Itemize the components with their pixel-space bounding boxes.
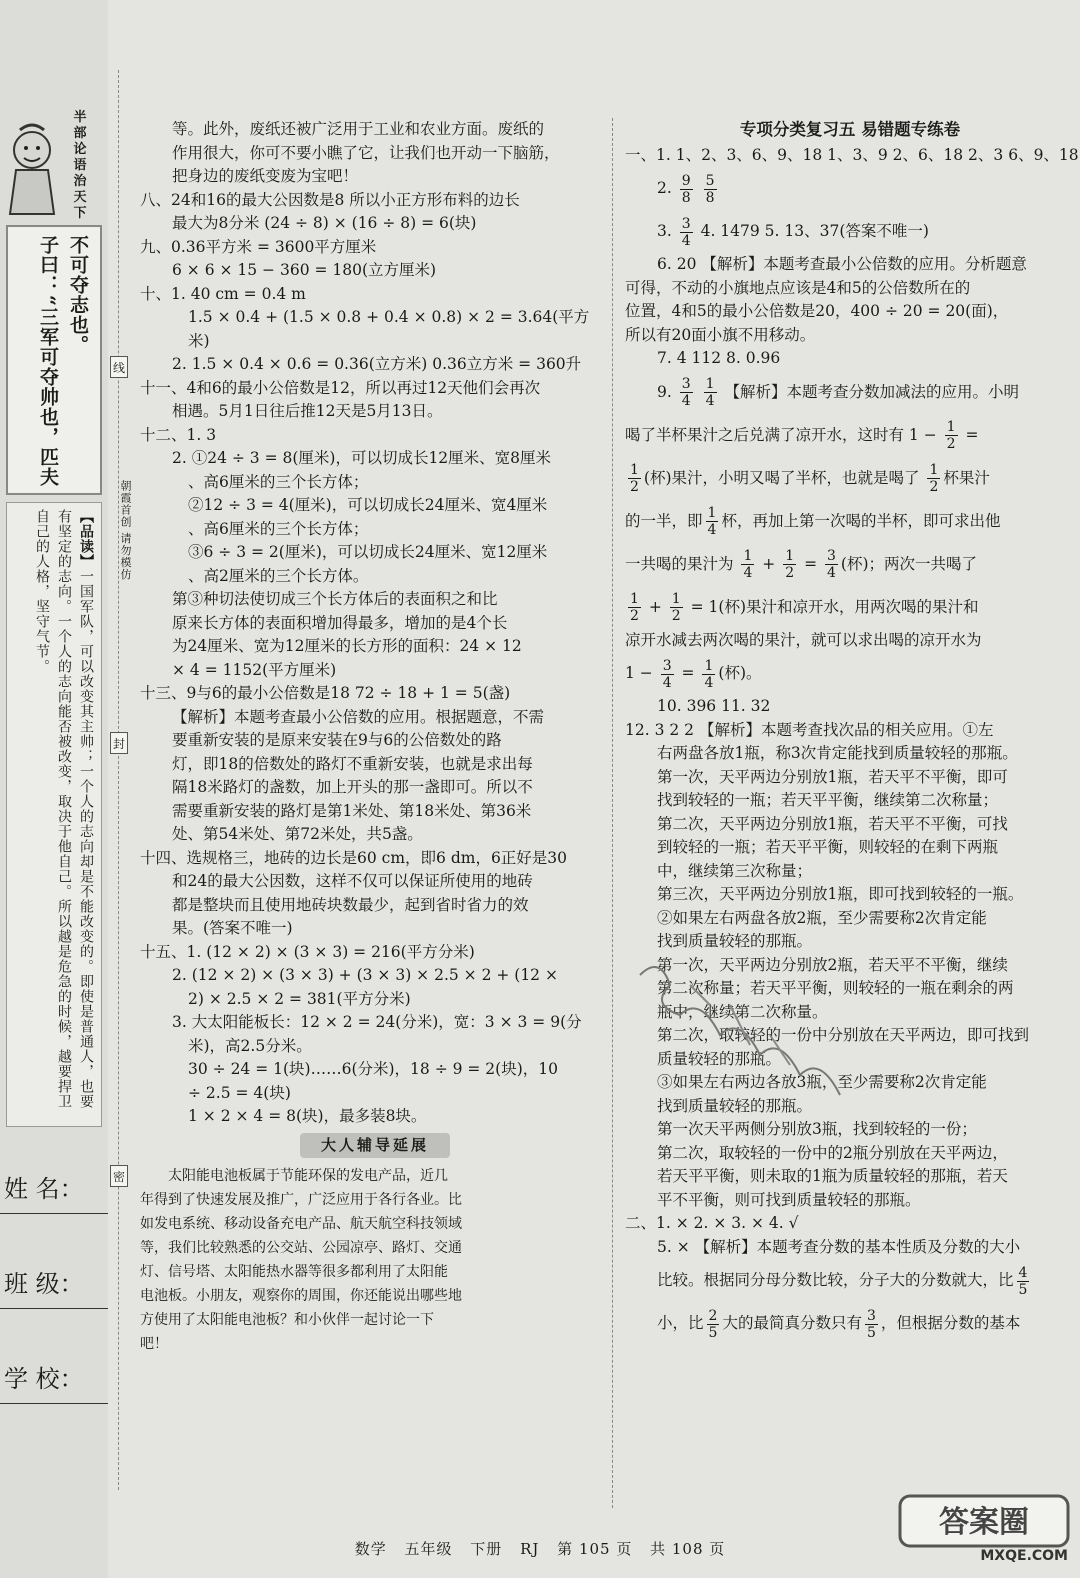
answer-line: 的一半，即 $\frac{1}{4}$ 杯，再加上第一次喝的半杯，即可求出他 [625, 505, 1001, 538]
answer-line: 原来长方体的表面积增加得最多，增加的是4个长 [172, 613, 508, 632]
answer-line: 12. 3 2 2 【解析】本题考查找次品的相关应用。①左 [625, 720, 994, 739]
motto-char: 论 [73, 142, 87, 157]
answer-line: 5. × 【解析】本题考查分数的基本性质及分数的大小 [657, 1237, 1021, 1256]
answer-line: 第三次，天平两边分别放1瓶，即可找到较轻的一瓶。 [657, 885, 1024, 903]
answer-line: 瓶中，继续第二次称量。 [657, 1002, 828, 1021]
school-field[interactable]: 学 校： [0, 1350, 108, 1404]
answer-line: 右两盘各放1瓶，称3次肯定能找到质量较轻的那瓶。 [657, 744, 1018, 762]
answer-line: 1 × 2 × 4 = 8(块)，最多装8块。 [188, 1107, 427, 1125]
footer-term: 下册 [470, 1540, 503, 1558]
answer-line: 十四、选规格三，地砖的边长是60 cm，即6 dm，6正好是30 [140, 848, 568, 867]
extension-line: 吧！ [140, 1336, 168, 1352]
fraction: $\frac{1}{4}$ [705, 376, 715, 409]
answer-line: 、高6厘米的三个长方体； [188, 519, 369, 538]
answer-line: 质量较轻的那瓶。 [657, 1049, 782, 1068]
answer-line: 都是整块而且使用地砖块数最少，起到省时省力的效 [172, 895, 529, 914]
motto-char: 部 [73, 126, 87, 141]
fraction: $\frac{3}{4}$ [826, 548, 836, 581]
middle-answer-lines [140, 118, 595, 1129]
motto-char: 天 [73, 190, 87, 205]
answer-line: ÷ 2.5 = 4(块) [188, 1083, 291, 1102]
q3-label: 3. [657, 222, 672, 240]
fraction: $\frac{5}{8}$ [705, 172, 715, 206]
quote-box [6, 225, 102, 495]
answer-line: 米)，高2.5分米。 [188, 1036, 312, 1055]
column-divider [612, 118, 613, 1508]
cut-mark-seal: 封 [110, 732, 128, 754]
answer-line: 1.5 × 0.4 + (1.5 × 0.8 + 0.4 × 0.8) × 2 = 3.64(平方 [188, 308, 590, 326]
answer-line: 比较。根据同分母分数比较，分子大的分数就大，比 $\frac{4}{5}$ [657, 1264, 1028, 1298]
watermark-logo-text: 答案圈 [939, 1505, 1029, 1540]
footer-edition: RJ [520, 1540, 540, 1558]
fraction: $\frac{3}{4}$ [681, 376, 691, 409]
answer-line: 喝了半杯果汁之后兑满了凉开水，这时有 1 − $\frac{1}{2}$ = [625, 419, 979, 452]
answer-line: × 4 = 1152(平方厘米) [172, 660, 337, 679]
answer-line: 隔18米路灯的盏数，加上开头的那一盏即可。所以不 [172, 778, 533, 796]
comment-box [6, 502, 102, 1127]
extension-line: 等，我们比较熟悉的公交站、公园凉亭、路灯、交通 [140, 1240, 462, 1256]
answer-line: 所以有20面小旗不用移动。 [625, 325, 816, 344]
footer-grade: 五年级 [404, 1540, 453, 1558]
class-field[interactable]: 班 级： [0, 1255, 108, 1309]
answer-line: 10. 396 11. 32 [657, 697, 771, 715]
fraction: $\frac{1}{2}$ [630, 462, 639, 495]
answer-line: 处、第54米处、第72米处，共5盏。 [172, 825, 423, 843]
fraction: $\frac{1}{4}$ [743, 548, 753, 581]
extension-line: 太阳能电池板属于节能环保的发电产品，近几 [140, 1168, 448, 1184]
answer-line: 要重新安装的是原来安装在9与6的公倍数处的路 [172, 731, 502, 749]
extension-heading: 大人辅导延展 [300, 1133, 450, 1159]
watermark-site: MXQE.COM [980, 1548, 1068, 1564]
motto-tag [58, 110, 102, 221]
answer-line: 第一次，天平两边分别放1瓶，若天平不平衡，即可 [657, 767, 1008, 786]
footer-page: 第 105 页 [557, 1540, 633, 1558]
answer-line: 若天平平衡，则未取的1瓶为质量较轻的那瓶，若天 [657, 1167, 1008, 1185]
answer-line: 和24的最大公因数，这样不仅可以保证所使用的地砖 [172, 872, 533, 890]
right-column [625, 118, 1079, 1345]
answer-line: 位置，4和5的最小公倍数是20，400 ÷ 20 = 20(面)， [625, 302, 1009, 320]
answer-line: 相遇。5月1日往后推12天是5月13日。 [172, 402, 443, 420]
extension-line: 年得到了快速发展及推广，广泛应用于各行各业。比 [140, 1192, 462, 1208]
extension-line: 如发电系统、移动设备充电产品、航天航空科技领域 [140, 1216, 462, 1232]
fraction: $\frac{1}{2}$ [929, 462, 939, 495]
answer-line: 一、1. 1、2、3、6、9、18 1、3、9 2、6、18 2、3 6、9、18 [625, 145, 1079, 164]
extension-line: 方使用了太阳能电池板？和小伙伴一起讨论一下 [140, 1312, 434, 1328]
answer-line: 十一、4和6的最小公倍数是12，所以再过12天他们会再次 [140, 378, 541, 397]
answer-line: 十、1. 40 cm = 0.4 m [140, 284, 306, 303]
answer-line: 作用很大，你可不要小瞧了它，让我们也开动一下脑筋， [172, 143, 560, 162]
answer-line: 十三、9与6的最小公倍数是18 72 ÷ 18 + 1 = 5(盏) [140, 684, 511, 702]
answer-line: 2. (12 × 2) × (3 × 3) + (3 × 3) × 2.5 × 2 + (12 × [172, 966, 558, 984]
answer-line: $\frac{1}{2}$ (杯)果汁，小明又喝了半杯，也就是喝了 $\frac{1}{2}$ 杯果汁 [630, 462, 990, 495]
answer-line: 二、1. × 2. × 3. × 4. √ [625, 1214, 799, 1232]
extension-line: 电池板。小朋友，观察你的周围，你还能说出哪些地 [140, 1288, 462, 1304]
answer-line: ③6 ÷ 3 = 2(厘米)，可以切成长24厘米、宽12厘米 [188, 543, 548, 561]
answer-line: 十二、1. 3 [140, 425, 217, 444]
left-sidebar [0, 0, 108, 1578]
fraction: $\frac{1}{2}$ [671, 591, 681, 624]
fraction: $\frac{3}{4}$ [662, 657, 672, 691]
motto-char: 下 [73, 206, 87, 221]
answer-line: 第二次，天平两边分别放1瓶，若天平不平衡，可找 [657, 814, 1008, 833]
answer-line: 平不平衡，则可找到质量较轻的那瓶。 [657, 1190, 921, 1209]
motto-char: 治 [73, 174, 87, 189]
answer-line: 小，比 $\frac{2}{5}$ 大的最简真分数只有 $\frac{3}{5}$ ，但根据分数的基本 [657, 1307, 1021, 1341]
answer-line: 灯，即18的倍数处的路灯不重新安装，也就是求出每 [172, 754, 533, 773]
name-field[interactable]: 姓 名： [0, 1160, 108, 1214]
answer-line: 找到质量较轻的那瓶。 [657, 932, 813, 950]
motto-char: 半 [73, 110, 87, 125]
answer-line: 一共喝的果汁为 $\frac{1}{4}$ + $\frac{1}{2}$ = $\frac{3}{4}$ (杯)；两次一共喝了 [625, 548, 978, 581]
footer-subject: 数学 [354, 1540, 387, 1558]
answer-line: 、高6厘米的三个长方体； [188, 472, 369, 491]
answer-line: ②12 ÷ 3 = 4(厘米)，可以切成长24厘米、宽4厘米 [188, 496, 548, 514]
fraction: $\frac{1}{2}$ [630, 591, 639, 624]
answer-line: 2. ①24 ÷ 3 = 8(厘米)，可以切成长12厘米、宽8厘米 [172, 449, 552, 467]
answer-line: 2. 1.5 × 0.4 × 0.6 = 0.36(立方米) 0.36立方米 = 360升 [172, 355, 582, 373]
answer-line [625, 167, 1075, 210]
answer-line: 需要重新安装的路灯是第1米处、第18米处、第36米 [172, 801, 532, 820]
answer-line: 第二次称量；若天平平衡，则较轻的一瓶在剩余的两 [657, 979, 1014, 997]
answer-line: 最大为8分米 (24 ÷ 8) × (16 ÷ 8) = 6(块) [172, 214, 477, 232]
answer-line: 找到较轻的一瓶；若天平平衡，继续第二次称量； [657, 791, 999, 809]
answer-line [625, 210, 1075, 253]
footer-total: 共 108 页 [650, 1540, 726, 1558]
answer-line: 3. 大太阳能板长：12 × 2 = 24(分米)，宽：3 × 3 = 9(分 [172, 1013, 582, 1031]
comment-head: 【品读】 [78, 509, 94, 569]
answer-line: 【解析】本题考查最小公倍数的应用。根据题意，不需 [172, 707, 545, 726]
quote-text: 子曰：“三军可夺帅也，匹夫 [37, 235, 59, 487]
comment-text [31, 509, 97, 1121]
answer-line: $\frac{1}{2}$ + $\frac{1}{2}$ = 1(杯)果汁和凉开水，用两次喝的果汁和 [630, 591, 979, 624]
fraction: $\frac{1}{2}$ [785, 548, 795, 581]
answer-line: ②如果左右两盘各放2瓶，至少需要称2次肯定能 [657, 908, 987, 927]
fraction: $\frac{1}{2}$ [946, 419, 956, 452]
fraction: $\frac{3}{4}$ [681, 215, 691, 249]
answer-line: 30 ÷ 24 = 1(块)……6(分米)，18 ÷ 9 = 2(块)，10 [188, 1060, 558, 1078]
q2-label: 2. [657, 179, 672, 197]
side-caption: 朝霞首创 请勿模仿 [119, 480, 132, 581]
fraction: $\frac{1}{4}$ [707, 505, 717, 538]
fraction: $\frac{1}{4}$ [704, 657, 714, 691]
extension-line: 灯、信号塔、太阳能热水器等很多都利用了太阳能 [140, 1264, 448, 1280]
answer-line: 八、24和16的最大公因数是8 所以小正方形布料的边长 [140, 190, 520, 209]
q3-rest: 4. 1479 5. 13、37(答案不唯一) [700, 222, 929, 240]
answer-line: 可得，不动的小旗地点应该是4和5的公倍数所在的 [625, 278, 971, 297]
fraction: $\frac{9}{8}$ [681, 172, 691, 206]
pencil-scribble-icon [630, 955, 860, 1105]
answer-line: 1 − $\frac{3}{4}$ = $\frac{1}{4}$ (杯)。 [625, 657, 762, 691]
answer-line: 6 × 6 × 15 − 360 = 180(立方厘米) [172, 261, 437, 279]
answer-line: 第③种切法使切成三个长方体后的表面积之和比 [172, 590, 498, 608]
cut-mark-secret: 密 [110, 1165, 128, 1187]
fraction: $\frac{3}{5}$ [866, 1307, 876, 1341]
answer-line: 2) × 2.5 × 2 = 381(平方分米) [188, 989, 411, 1008]
fraction: $\frac{4}{5}$ [1018, 1264, 1028, 1298]
answer-line: 中，继续第三次称量； [657, 861, 813, 880]
answer-line: 十五、1. (12 × 2) × (3 × 3) = 216(平方分米) [140, 942, 475, 961]
quote-title: 不可夺志也。 [67, 235, 89, 355]
answer-line: 到较轻的一瓶；若天平平衡，则较轻的在剩下两瓶 [657, 838, 999, 856]
answer-line: 6. 20 【解析】本题考查最小公倍数的应用。分析题意 [657, 255, 1027, 273]
answer-line: 果。(答案不唯一) [172, 919, 293, 937]
answer-line: 把身边的废纸变废为宝吧！ [172, 167, 359, 185]
answer-line: 等。此外，废纸还被广泛用于工业和农业方面。废纸的 [172, 120, 545, 138]
answer-line: 第二次，取较轻的一份中分别放在天平两边，即可找到 [657, 1026, 1030, 1044]
answer-line: 第一次，天平两边分别放2瓶，若天平不平衡，继续 [657, 955, 1008, 974]
answer-line: 九、0.36平方米 = 3600平方厘米 [140, 237, 377, 256]
answer-line: 米) [188, 331, 210, 350]
answer-line: 为24厘米、宽为12厘米的长方形的面积：24 × 12 [172, 637, 522, 655]
middle-column [140, 118, 595, 1356]
answer-line: 找到质量较轻的那瓶。 [657, 1096, 813, 1115]
answer-line: 9. $\frac{3}{4}$ $\frac{1}{4}$ 【解析】本题考查分数加减法的应用。小明 [657, 376, 1019, 409]
cut-mark-line: 线 [110, 356, 128, 378]
answer-line: 凉开水减去两次喝的果汁，就可以求出喝的凉开水为 [625, 630, 982, 649]
extension-paragraph [140, 1164, 595, 1356]
answer-line: 7. 4 112 8. 0.96 [657, 349, 781, 367]
section-title: 专项分类复习五 易错题专练卷 [739, 120, 961, 139]
fraction: $\frac{2}{5}$ [708, 1307, 718, 1341]
answer-line: 第二次，取较轻的一份中的2瓶分别放在天平两边， [657, 1143, 1008, 1162]
answer-line: 、高2厘米的三个长方体。 [188, 566, 369, 585]
answer-line: ③如果左右两边各放3瓶，至少需要称2次肯定能 [657, 1073, 987, 1091]
answer-line: 第一次天平两侧分别放3瓶，找到较轻的一份； [657, 1120, 977, 1138]
motto-char: 语 [73, 158, 87, 173]
comment-body: 一国军队，可以改变其主帅；一个人的志向却是不能改变的。即使是普通人，也要有坚定的志向。一个人的志向能否被改变，取决于他自己。所以越是危急的时候，越要捍卫自己的人格，坚守气节。 [34, 509, 94, 1109]
cut-line [118, 70, 119, 1490]
